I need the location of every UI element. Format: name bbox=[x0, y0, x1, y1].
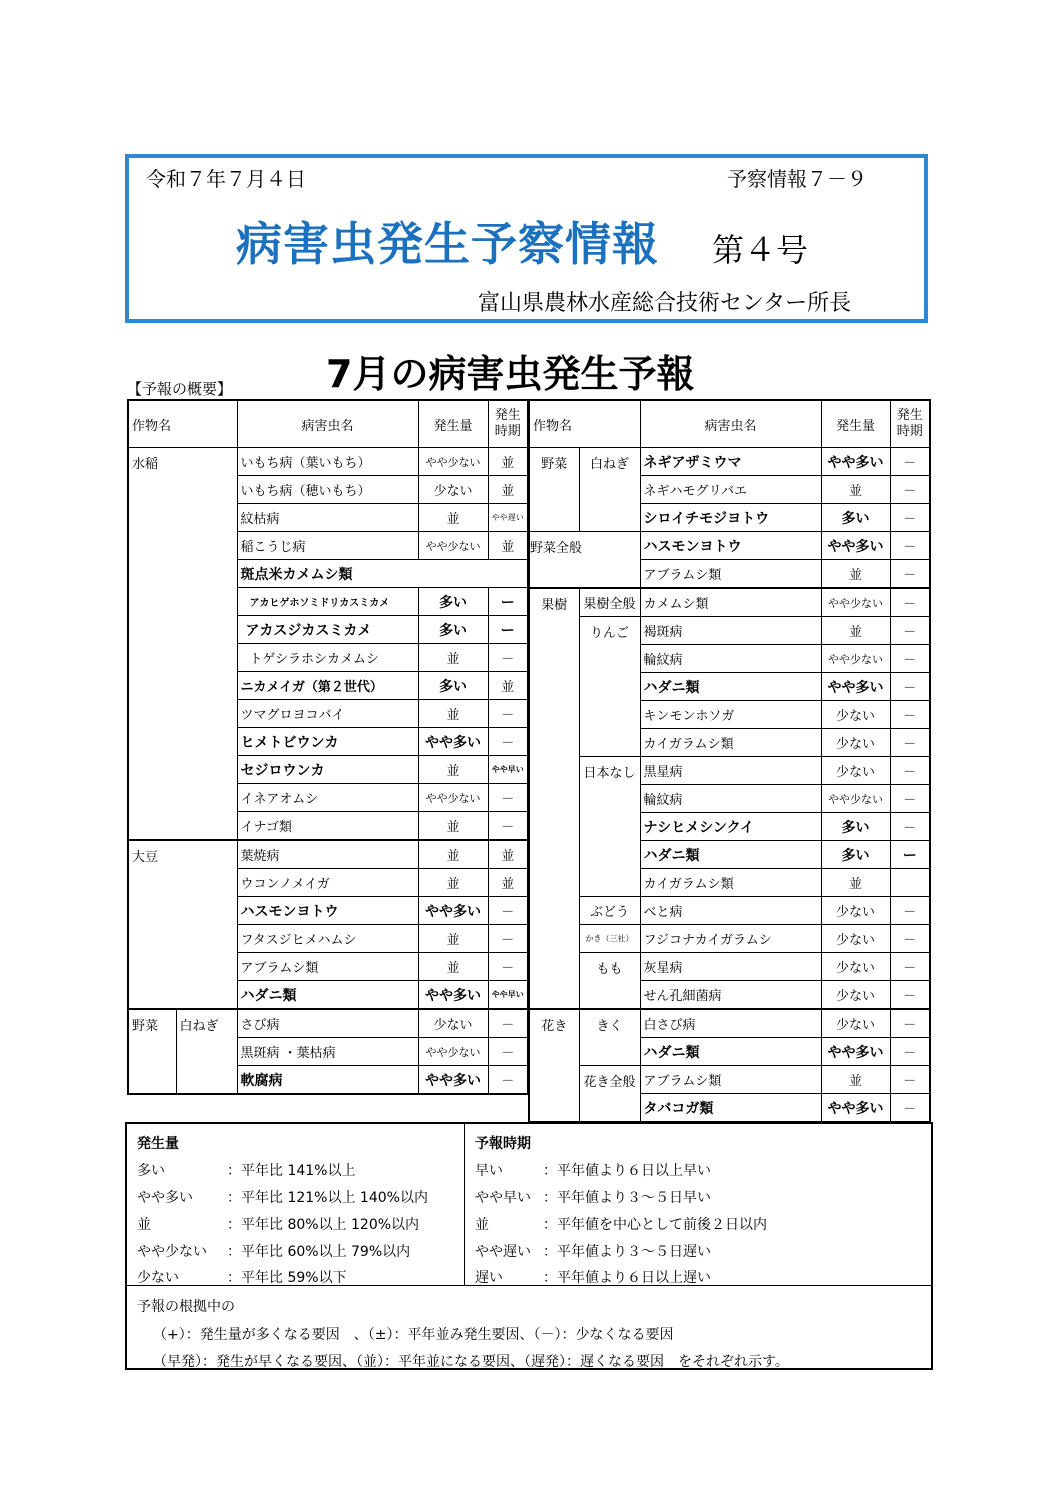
amount: やや多い bbox=[821, 532, 890, 560]
legend-term: やや遅い bbox=[475, 1244, 531, 1260]
timing: － bbox=[488, 953, 528, 981]
table-row bbox=[529, 448, 930, 476]
timing: 並 bbox=[488, 869, 528, 897]
timing: － bbox=[488, 700, 528, 728]
timing: － bbox=[890, 448, 930, 476]
pest-name: ハダニ類 bbox=[237, 981, 418, 1010]
amount: 多い bbox=[821, 813, 890, 841]
amount: 並 bbox=[418, 756, 488, 784]
amount: 少ない bbox=[821, 953, 890, 981]
timing: － bbox=[890, 813, 930, 841]
legend-amount-title: 発生量 bbox=[137, 1136, 179, 1152]
legend-def: ：平年比 59%以下 bbox=[227, 1270, 347, 1286]
timing: やや早い bbox=[488, 756, 528, 784]
timing: やや遅い bbox=[488, 504, 528, 532]
pest-name: 輪紋病 bbox=[640, 785, 821, 813]
amount: やや多い bbox=[418, 897, 488, 925]
legend-def: ：平年比 141%以上 bbox=[227, 1163, 356, 1179]
table-row bbox=[529, 532, 930, 560]
crop-flower: 花き bbox=[529, 1009, 579, 1122]
pest-name: いもち病（穂いもち） bbox=[237, 476, 418, 504]
amount: 多い bbox=[821, 504, 890, 532]
timing: － bbox=[890, 701, 930, 729]
timing: － bbox=[890, 560, 930, 589]
amount: 少ない bbox=[821, 701, 890, 729]
timing: － bbox=[488, 784, 528, 812]
crop-fruit-all: 果樹全般 bbox=[579, 588, 640, 617]
legend-basis-line: （+）：発生量が多くなる要因 、（±）：平年並み発生要因、（－）：少なくなる要因 bbox=[153, 1327, 674, 1343]
header-timing: 発生時期 bbox=[890, 400, 930, 448]
amount: やや多い bbox=[418, 1066, 488, 1095]
amount: やや少ない bbox=[821, 588, 890, 617]
pest-name: イネアオムシ bbox=[237, 784, 418, 812]
timing: － bbox=[890, 757, 930, 785]
timing: － bbox=[890, 729, 930, 757]
document-title: 病害虫発生予察情報 bbox=[236, 217, 659, 271]
crop-peach: もも bbox=[579, 953, 640, 1010]
pest-name: アブラムシ類 bbox=[237, 953, 418, 981]
amount: 並 bbox=[418, 644, 488, 672]
amount: やや少ない bbox=[418, 784, 488, 812]
legend-basis-title: 予報の根拠中の bbox=[137, 1299, 235, 1315]
legend-term: やや少ない bbox=[137, 1244, 207, 1260]
pest-name: アブラムシ類 bbox=[640, 1066, 821, 1094]
amount: やや少ない bbox=[418, 1038, 488, 1066]
amount: 少ない bbox=[821, 925, 890, 953]
forecast-table-right bbox=[528, 399, 931, 1123]
legend-amount-row bbox=[137, 1187, 428, 1207]
timing: － bbox=[488, 812, 528, 841]
amount: 並 bbox=[418, 700, 488, 728]
timing: － bbox=[488, 728, 528, 756]
crop-veg: 野菜 bbox=[128, 1009, 176, 1094]
amount: 並 bbox=[418, 504, 488, 532]
pest-name: 輪紋病 bbox=[640, 645, 821, 673]
timing: － bbox=[488, 897, 528, 925]
crop-veg: 野菜 bbox=[529, 448, 579, 532]
legend-def: ：平年比 121%以上 140%以内 bbox=[227, 1190, 428, 1206]
amount: 少ない bbox=[821, 981, 890, 1010]
amount: 並 bbox=[418, 840, 488, 869]
amount: 並 bbox=[418, 869, 488, 897]
amount: 並 bbox=[418, 925, 488, 953]
table-row bbox=[128, 1009, 528, 1038]
legend-def: ：平年値より３～５日遅い bbox=[543, 1244, 711, 1260]
pest-name: トゲシラホシカメムシ bbox=[237, 644, 418, 672]
amount: 多い bbox=[418, 672, 488, 700]
pest-name: 紋枯病 bbox=[237, 504, 418, 532]
legend-term: 並 bbox=[137, 1217, 151, 1233]
pest-name: 葉焼病 bbox=[237, 840, 418, 869]
header-amount: 発生量 bbox=[418, 400, 488, 448]
crop-apple: りんご bbox=[579, 617, 640, 757]
amount: やや少ない bbox=[821, 785, 890, 813]
legend-timing-title: 予報時期 bbox=[475, 1136, 531, 1152]
table-row bbox=[529, 1066, 930, 1094]
legend-amount-row bbox=[137, 1214, 419, 1234]
timing: 並 bbox=[488, 476, 528, 504]
pest-name: いもち病（葉いもち） bbox=[237, 448, 418, 476]
header-timing: 発生時期 bbox=[488, 400, 528, 448]
table-row bbox=[529, 617, 930, 645]
legend-def: ：平年値より６日以上遅い bbox=[543, 1270, 711, 1286]
legend-amount-row bbox=[137, 1241, 410, 1261]
table-row bbox=[128, 840, 528, 869]
crop-soy: 大豆 bbox=[128, 840, 237, 1009]
crop-onion: 白ねぎ bbox=[176, 1009, 237, 1094]
crop-onion: 白ねぎ bbox=[579, 448, 640, 532]
header-pest: 病害虫名 bbox=[237, 400, 418, 448]
crop-flower-all: 花き全般 bbox=[579, 1066, 640, 1123]
timing: － bbox=[890, 897, 930, 925]
timing bbox=[890, 869, 930, 897]
table-header-row bbox=[529, 400, 930, 448]
timing: 並 bbox=[488, 672, 528, 700]
amount: やや多い bbox=[821, 673, 890, 701]
timing: 並 bbox=[488, 448, 528, 476]
pest-name: フタスジヒメハムシ bbox=[237, 925, 418, 953]
pest-name: 褐斑病 bbox=[640, 617, 821, 645]
legend-def: ：平年値より６日以上早い bbox=[543, 1163, 711, 1179]
legend-def: ：平年値より３～５日早い bbox=[543, 1190, 711, 1206]
table-row bbox=[529, 953, 930, 981]
pest-name: ツマグロヨコバイ bbox=[237, 700, 418, 728]
crop-fruit: 果樹 bbox=[529, 588, 579, 1009]
timing: － bbox=[890, 617, 930, 645]
table-row bbox=[128, 448, 528, 476]
table-row bbox=[529, 897, 930, 925]
issue-date: 令和７年７月４日 bbox=[146, 167, 306, 191]
crop-pear: 日本なし bbox=[579, 757, 640, 897]
amount: やや多い bbox=[418, 728, 488, 756]
legend-timing-row bbox=[475, 1214, 767, 1234]
amount: やや少ない bbox=[418, 532, 488, 560]
pest-name: 斑点米カメムシ類 bbox=[237, 560, 528, 588]
table-row bbox=[529, 925, 930, 953]
pest-name: ネギアザミウマ bbox=[640, 448, 821, 476]
table-row bbox=[529, 1009, 930, 1038]
legend-term: 多い bbox=[137, 1163, 165, 1179]
legend-term: 遅い bbox=[475, 1270, 503, 1286]
pest-name: ナシヒメシンクイ bbox=[640, 813, 821, 841]
pest-name: ウコンノメイガ bbox=[237, 869, 418, 897]
timing: ー bbox=[488, 588, 528, 616]
timing: － bbox=[890, 1094, 930, 1123]
pest-name: 軟腐病 bbox=[237, 1066, 418, 1095]
timing: － bbox=[890, 504, 930, 532]
crop-veg-all: 野菜全般 bbox=[529, 532, 640, 589]
amount: 並 bbox=[821, 476, 890, 504]
timing: 並 bbox=[488, 532, 528, 560]
timing: － bbox=[890, 953, 930, 981]
timing: － bbox=[890, 645, 930, 673]
pest-name: キンモンホソガ bbox=[640, 701, 821, 729]
pest-name: 白さび病 bbox=[640, 1009, 821, 1038]
pest-name: ハスモンヨトウ bbox=[237, 897, 418, 925]
amount: 並 bbox=[821, 560, 890, 589]
pest-name: 黒星病 bbox=[640, 757, 821, 785]
pest-name: ハダニ類 bbox=[640, 1038, 821, 1066]
pest-name: ハダニ類 bbox=[640, 841, 821, 869]
legend-term: やや早い bbox=[475, 1190, 531, 1206]
timing: － bbox=[890, 476, 930, 504]
forecast-title: 7月の病害虫発生予報 bbox=[326, 352, 695, 396]
crop-rice: 水稲 bbox=[128, 448, 237, 841]
pest-name: 黒斑病 ・葉枯病 bbox=[237, 1038, 418, 1066]
timing: ー bbox=[488, 616, 528, 644]
amount: 並 bbox=[418, 953, 488, 981]
timing: 並 bbox=[488, 840, 528, 869]
issue-number: 予察情報７－９ bbox=[727, 167, 867, 191]
pest-name: 灰星病 bbox=[640, 953, 821, 981]
pest-name: ヒメトビウンカ bbox=[237, 728, 418, 756]
legend-term: 少ない bbox=[137, 1270, 179, 1286]
legend-box bbox=[125, 1122, 933, 1370]
timing: － bbox=[890, 1009, 930, 1038]
pest-name: アカヒゲホソミドリカスミカメ bbox=[237, 588, 418, 616]
timing: － bbox=[890, 588, 930, 617]
timing: － bbox=[890, 981, 930, 1010]
legend-def: ：平年値を中心として前後２日以内 bbox=[543, 1217, 767, 1233]
legend-timing-row bbox=[475, 1241, 711, 1261]
header-amount: 発生量 bbox=[821, 400, 890, 448]
legend-divider bbox=[464, 1124, 465, 1285]
pest-name: カイガラムシ類 bbox=[640, 869, 821, 897]
pest-name: ニカメイガ（第２世代） bbox=[237, 672, 418, 700]
legend-timing-row bbox=[475, 1160, 711, 1180]
timing: － bbox=[488, 1009, 528, 1038]
header-pest: 病害虫名 bbox=[640, 400, 821, 448]
amount: 少ない bbox=[821, 729, 890, 757]
header-crop: 作物名 bbox=[529, 400, 640, 448]
timing: ー bbox=[890, 841, 930, 869]
pest-name: イナゴ類 bbox=[237, 812, 418, 841]
legend-term: 並 bbox=[475, 1217, 489, 1233]
amount: 少ない bbox=[821, 1009, 890, 1038]
crop-grape: ぶどう bbox=[579, 897, 640, 925]
amount: 並 bbox=[821, 617, 890, 645]
amount: 並 bbox=[821, 869, 890, 897]
pest-name: フジコナカイガラムシ bbox=[640, 925, 821, 953]
pest-name: ハダニ類 bbox=[640, 673, 821, 701]
timing: － bbox=[890, 925, 930, 953]
legend-amount-row bbox=[137, 1160, 355, 1180]
amount: やや多い bbox=[418, 981, 488, 1010]
amount: 多い bbox=[821, 841, 890, 869]
legend-timing-row bbox=[475, 1187, 711, 1207]
legend-def: ：平年比 60%以上 79%以内 bbox=[227, 1244, 411, 1260]
table-row bbox=[529, 588, 930, 617]
crop-chrysanthemum: きく bbox=[579, 1009, 640, 1066]
amount: やや多い bbox=[821, 448, 890, 476]
amount: 並 bbox=[418, 812, 488, 841]
pest-name: シロイチモジヨトウ bbox=[640, 504, 821, 532]
timing: － bbox=[488, 644, 528, 672]
crop-persimmon: かき（三社） bbox=[579, 925, 640, 953]
pest-name: カメムシ類 bbox=[640, 588, 821, 617]
pest-name: タバコガ類 bbox=[640, 1094, 821, 1123]
pest-name: せん孔細菌病 bbox=[640, 981, 821, 1010]
timing: やや早い bbox=[488, 981, 528, 1010]
pest-name: ハスモンヨトウ bbox=[640, 532, 821, 560]
timing: － bbox=[890, 1066, 930, 1094]
timing: － bbox=[488, 1038, 528, 1066]
amount: 少ない bbox=[821, 757, 890, 785]
amount: やや少ない bbox=[418, 448, 488, 476]
forecast-table-left bbox=[127, 399, 529, 1095]
pest-name: さび病 bbox=[237, 1009, 418, 1038]
pest-name: カイガラムシ類 bbox=[640, 729, 821, 757]
legend-basis-line: （早発）：発生が早くなる要因、（並）：平年並になる要因、（遅発）：遅くなる要因 をそれぞれ示す。 bbox=[153, 1354, 789, 1370]
legend-term: 早い bbox=[475, 1163, 503, 1179]
timing: － bbox=[890, 785, 930, 813]
amount: やや多い bbox=[821, 1038, 890, 1066]
amount: 多い bbox=[418, 588, 488, 616]
timing: － bbox=[890, 532, 930, 560]
timing: － bbox=[890, 673, 930, 701]
amount: 並 bbox=[821, 1066, 890, 1094]
table-row bbox=[529, 757, 930, 785]
amount: 多い bbox=[418, 616, 488, 644]
timing: － bbox=[488, 925, 528, 953]
pest-name: ネギハモグリバエ bbox=[640, 476, 821, 504]
legend-amount-row bbox=[137, 1267, 347, 1287]
pest-name: べと病 bbox=[640, 897, 821, 925]
legend-def: ：平年比 80%以上 120%以内 bbox=[227, 1217, 420, 1233]
timing: － bbox=[488, 1066, 528, 1095]
issuer: 富山県農林水産総合技術センター所長 bbox=[478, 291, 852, 316]
timing: － bbox=[890, 1038, 930, 1066]
amount: やや多い bbox=[821, 1094, 890, 1123]
bulletin-number: 第４号 bbox=[712, 231, 809, 269]
amount: 少ない bbox=[418, 476, 488, 504]
legend-timing-row bbox=[475, 1267, 711, 1287]
header-crop: 作物名 bbox=[128, 400, 237, 448]
amount: 少ない bbox=[821, 897, 890, 925]
pest-name: 稲こうじ病 bbox=[237, 532, 418, 560]
pest-name: アカスジカスミカメ bbox=[237, 616, 418, 644]
pest-name: アブラムシ類 bbox=[640, 560, 821, 589]
table-header-row bbox=[128, 400, 528, 448]
amount: 少ない bbox=[418, 1009, 488, 1038]
pest-name: セジロウンカ bbox=[237, 756, 418, 784]
amount: やや少ない bbox=[821, 645, 890, 673]
overview-label: 【予報の概要】 bbox=[127, 380, 233, 398]
legend-term: やや多い bbox=[137, 1190, 193, 1206]
